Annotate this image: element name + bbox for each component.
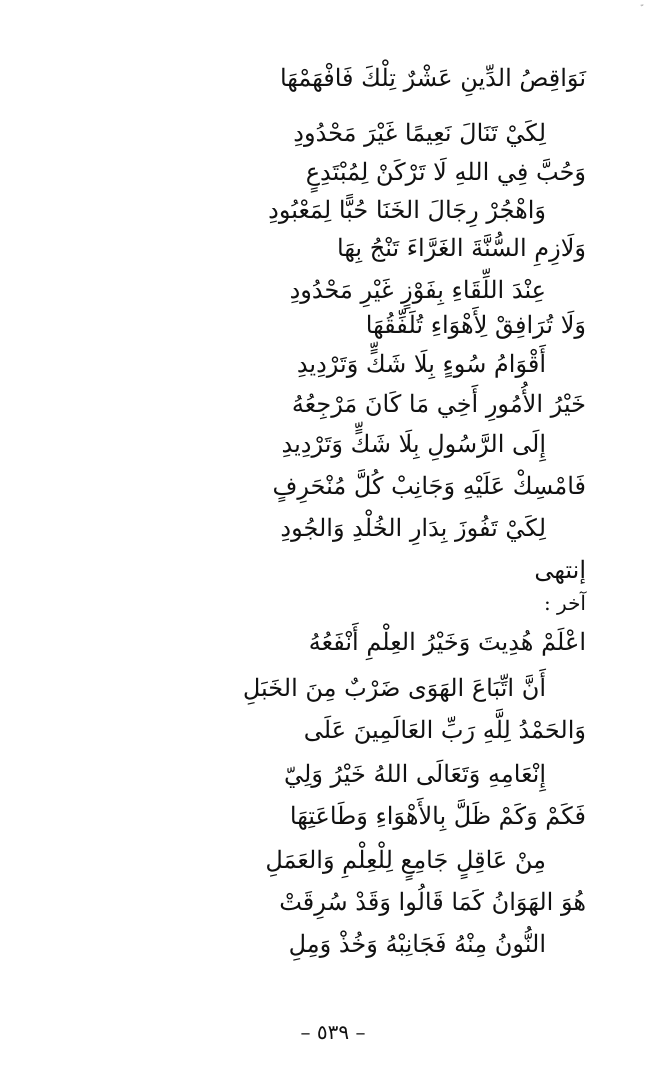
end-marker: إنتهى bbox=[534, 556, 586, 584]
verse-line: اعْلَمْ هُدِيتَ وَخَيْرُ العِلْمِ أَنْفَعُهُ bbox=[308, 628, 586, 656]
verse-line: إِلَى الرَّسُولِ بِلَا شَكٍّ وَتَرْدِيدِ bbox=[281, 430, 546, 458]
verse-line: هُوَ الهَوَانُ كَمَا قَالُوا وَقَدْ سُرِقَتْ bbox=[279, 888, 586, 916]
verse-line: وَاهْجُرْ رِجَالَ الخَنَا حُبًّا لِمَعْبُودِ bbox=[268, 196, 546, 224]
scan-mark-icon bbox=[640, 4, 644, 10]
verse-line: فَكَمْ وَكَمْ ظَلَّ بِالأَهْوَاءِ وَطَاعَتِهَا bbox=[289, 802, 586, 830]
verse-line: النُّونُ مِنْهُ فَجَانِبْهُ وَخُذْ وَمِلِ bbox=[288, 930, 546, 958]
verse-line: وَلَا تُرَافِقْ لِأَهْوَاءِ تُلَفِّقُهَا bbox=[365, 311, 586, 339]
verse-line: مِنْ عَاقِلٍ جَامِعٍ لِلْعِلْمِ وَالعَمَلِ bbox=[265, 846, 546, 874]
verse-line: أَقْوَامُ سُوءٍ بِلَا شَكٍّ وَتَرْدِيدِ bbox=[296, 350, 546, 378]
verse-line: نَوَاقِصُ الدِّينِ عَشْرٌ تِلْكَ فَافْهَمْهَا bbox=[279, 64, 586, 92]
verse-line: لِكَيْ تَنَالَ نَعِيمًا غَيْرَ مَحْدُودِ bbox=[293, 119, 546, 147]
verse-line: لِكَيْ تَفُوزَ بِدَارِ الخُلْدِ وَالجُودِ bbox=[280, 514, 546, 542]
verse-line: فَامْسِكْ عَلَيْهِ وَجَانِبْ كُلَّ مُنْحَرِفٍ bbox=[272, 472, 586, 500]
verse-line: وَلَازِمِ السُّنَّةَ الغَرَّاءَ تَنْجُ بِهَا bbox=[337, 234, 586, 262]
section-heading: آخر : bbox=[543, 591, 586, 615]
verse-line: خَيْرُ الأُمُورِ أَخِي مَا كَانَ مَرْجِعُهُ bbox=[291, 390, 586, 418]
verse-line: إِنْعَامِهِ وَتَعَالَى اللهُ خَيْرُ وَلِيّ bbox=[284, 760, 546, 788]
page-number: – ٥٣٩ – bbox=[300, 1020, 366, 1044]
verse-line: وَالحَمْدُ لِلَّهِ رَبِّ العَالَمِينَ عَلَى bbox=[303, 716, 586, 744]
verse-line: أَنَّ اتِّبَاعَ الهَوَى ضَرْبٌ مِنَ الخَبَلِ bbox=[242, 674, 546, 702]
verse-line: عِنْدَ اللِّقَاءِ بِفَوْزٍ غَيْرِ مَحْدُودِ bbox=[289, 276, 546, 304]
verse-line: وَحُبَّ فِي اللهِ لَا تَرْكَنْ لِمُبْتَدِعٍ bbox=[305, 158, 586, 186]
